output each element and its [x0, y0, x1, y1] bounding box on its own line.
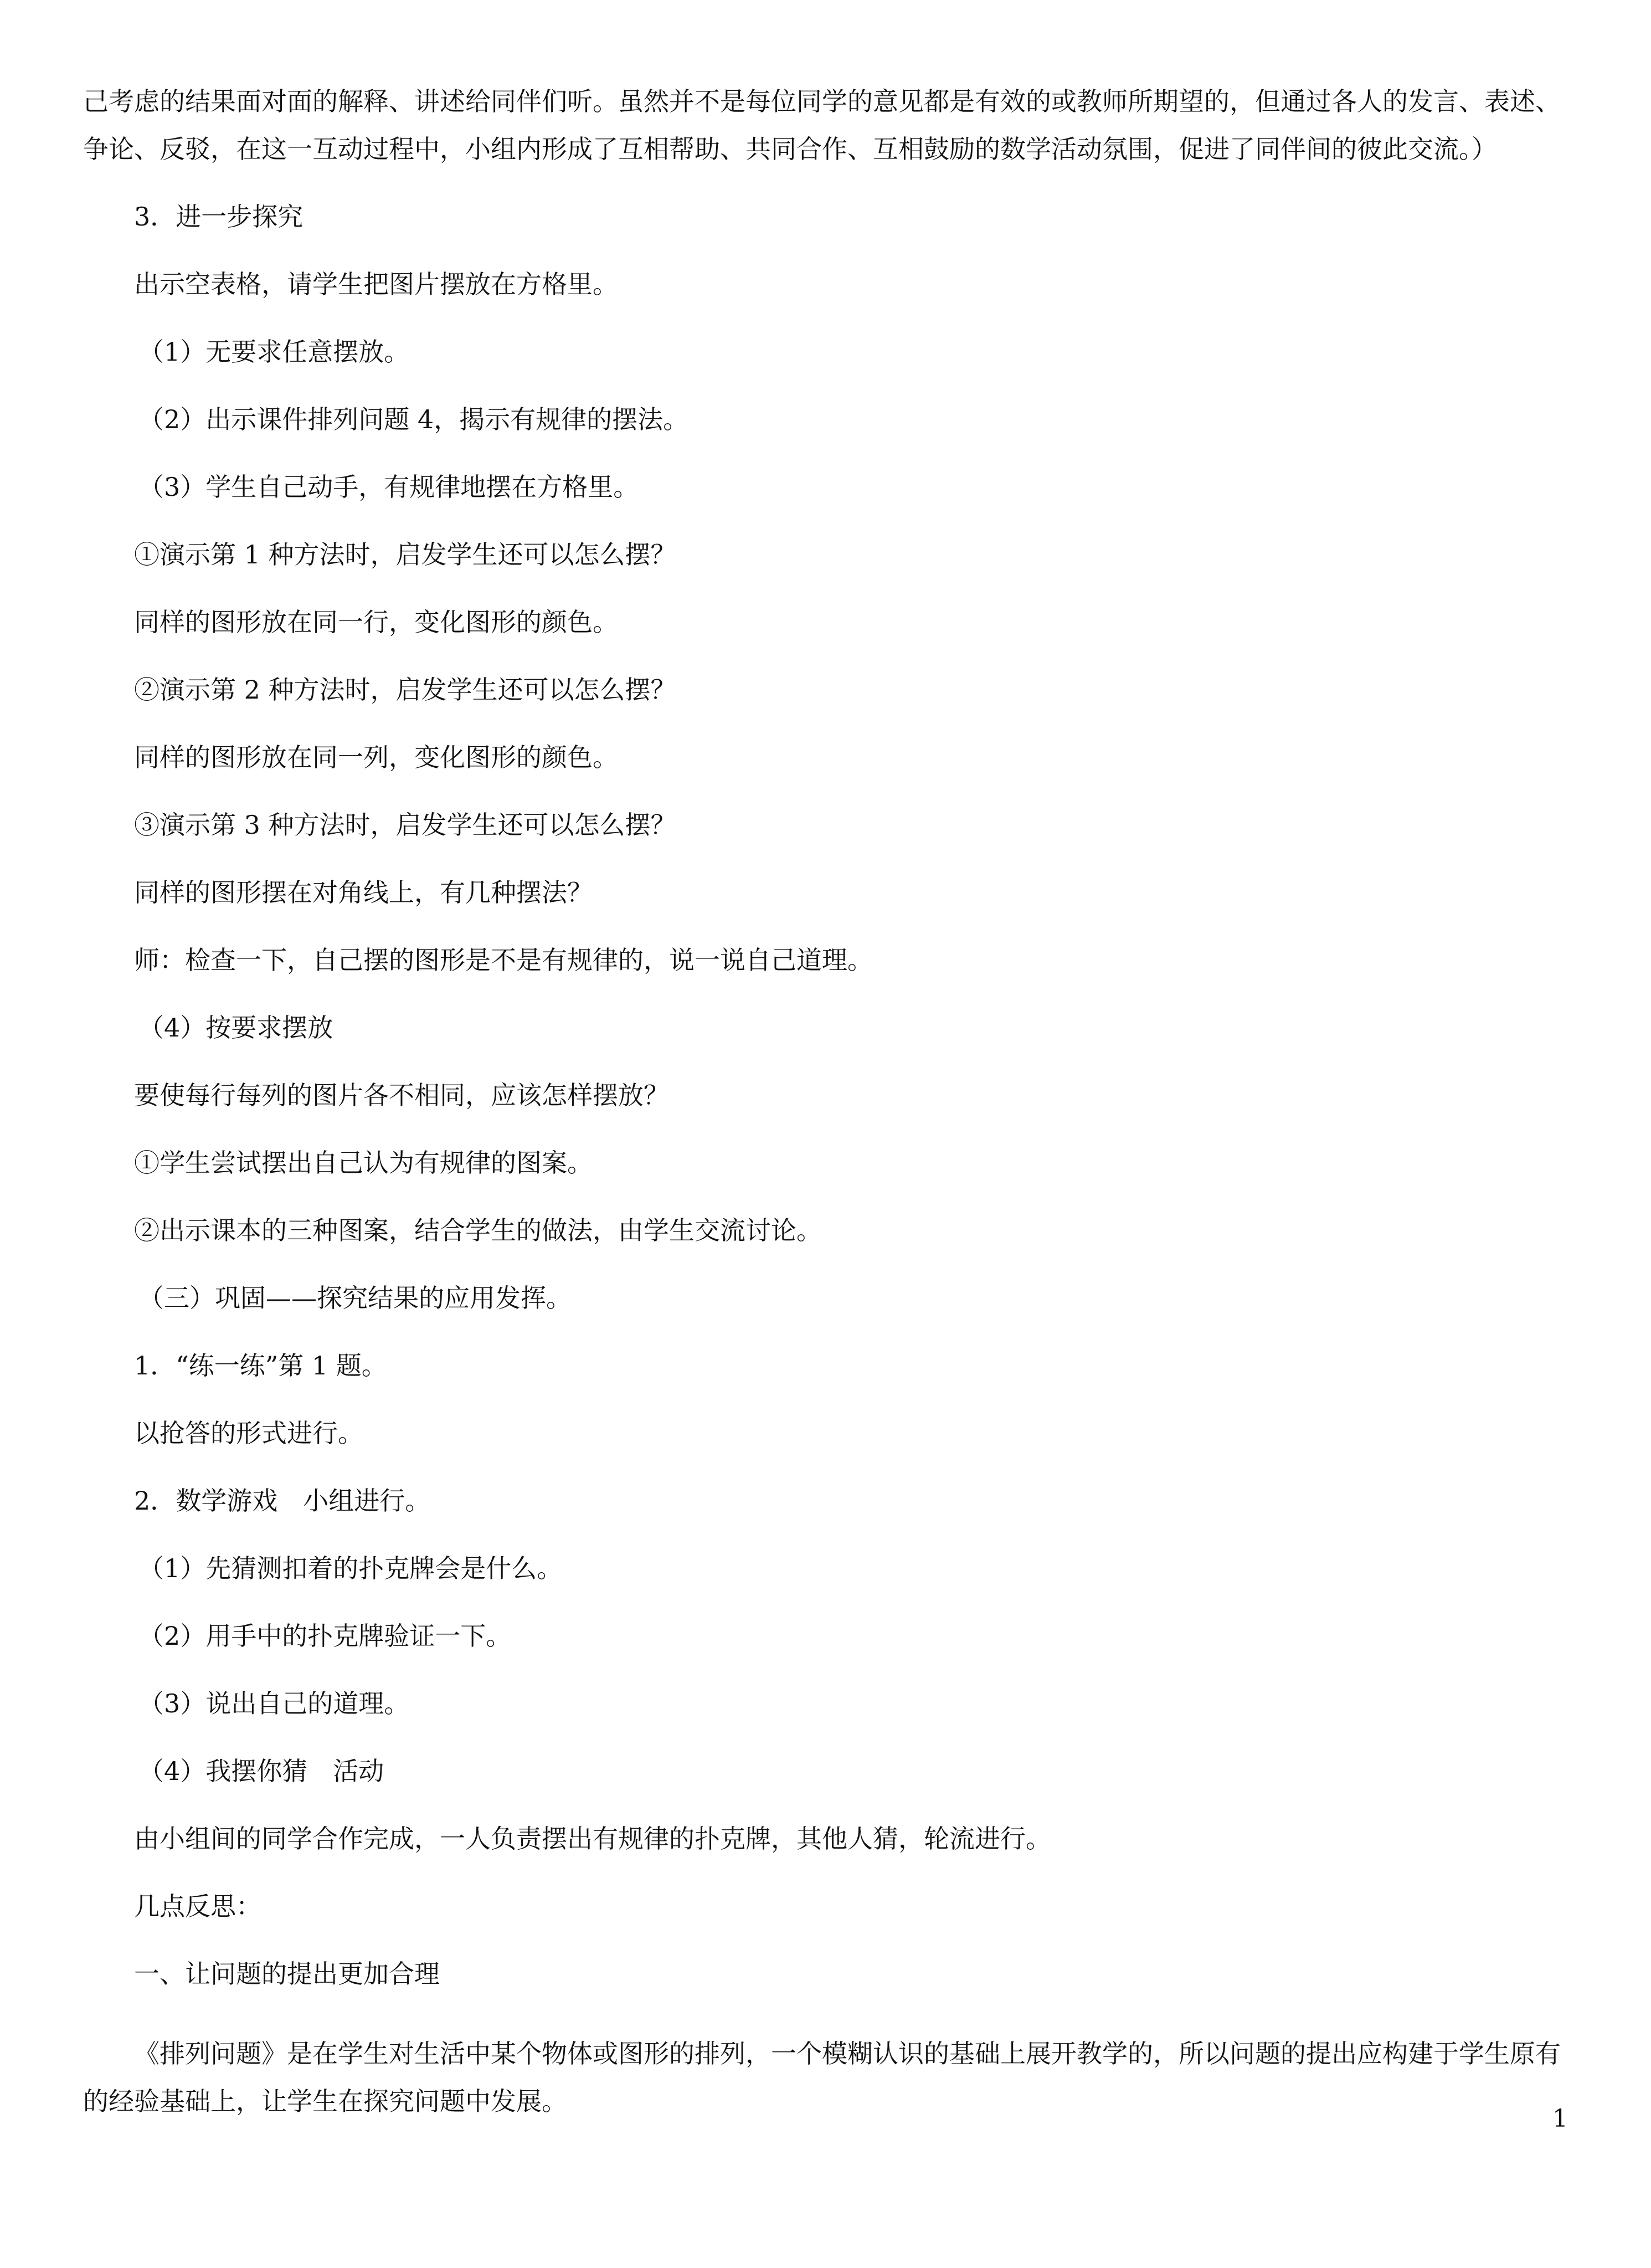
- text-line: 同样的图形摆在对角线上，有几种摆法？: [134, 878, 593, 907]
- intro-paragraph: 己考虑的结果面对面的解释、讲述给同伴们听。虽然并不是每位同学的意见都是有效的或教师所期望的，但通过各人的发言、表述、争论、反驳，在这一互动过程中，小组内形成了互相帮助、共同合作、互相鼓励的数学活动氛围，促进了同伴间的彼此交流。）: [83, 86, 1561, 164]
- document-body: [83, 78, 1567, 2125]
- text-line: 同样的图形放在同一行，变化图形的颜色。: [134, 607, 618, 637]
- text-line: 1．“练一练”第 1 题。: [134, 1351, 387, 1381]
- text-line: 同样的图形放在同一列，变化图形的颜色。: [134, 742, 618, 772]
- text-line: 师：检查一下，自己摆的图形是不是有规律的，说一说自己道理。: [134, 945, 873, 975]
- text-line: 要使每行每列的图片各不相同，应该怎样摆放？: [134, 1080, 669, 1110]
- text-line: ③演示第 3 种方法时，启发学生还可以怎么摆？: [134, 810, 676, 840]
- step-item: （4）按要求摆放: [138, 1013, 333, 1043]
- step-item: （4）我摆你猜 活动: [138, 1756, 384, 1786]
- page-number: 1: [1552, 2105, 1568, 2133]
- text-line: ②演示第 2 种方法时，启发学生还可以怎么摆？: [134, 675, 676, 705]
- reflection-heading: 一、让问题的提出更加合理: [134, 1959, 440, 1989]
- text-line: ①学生尝试摆出自己认为有规律的图案。: [134, 1148, 593, 1178]
- text-line: ①演示第 1 种方法时，启发学生还可以怎么摆？: [134, 540, 676, 569]
- step-item: （1）先猜测扣着的扑克牌会是什么。: [138, 1553, 563, 1583]
- text-line: 出示空表格，请学生把图片摆放在方格里。: [134, 269, 618, 299]
- step-item: （2）用手中的扑克牌验证一下。: [138, 1621, 512, 1651]
- step-item: （1）无要求任意摆放。: [138, 337, 410, 367]
- section-heading-consolidate: （三）巩固——探究结果的应用发挥。: [138, 1283, 572, 1313]
- closing-paragraph: 《排列问题》是在学生对生活中某个物体或图形的排列，一个模糊认识的基础上展开教学的，所以问题的提出应构建于学生原有的经验基础上，让学生在探究问题中发展。: [83, 2039, 1561, 2116]
- step-item: （2）出示课件排列问题 4，揭示有规律的摆法。: [138, 404, 689, 434]
- section-heading-reflections: 几点反思：: [134, 1891, 261, 1921]
- step-item: （3）说出自己的道理。: [138, 1689, 410, 1718]
- section-heading-further-explore: 3．进一步探究: [134, 202, 304, 232]
- text-line: 2．数学游戏 小组进行。: [134, 1486, 431, 1516]
- body-lines: [83, 183, 1567, 2008]
- text-line: 由小组间的同学合作完成，一人负责摆出有规律的扑克牌，其他人猜，轮流进行。: [134, 1824, 1051, 1854]
- step-item: （3）学生自己动手，有规律地摆在方格里。: [138, 472, 639, 502]
- text-line: 以抢答的形式进行。: [134, 1418, 363, 1448]
- text-line: ②出示课本的三种图案，结合学生的做法，由学生交流讨论。: [134, 1215, 822, 1245]
